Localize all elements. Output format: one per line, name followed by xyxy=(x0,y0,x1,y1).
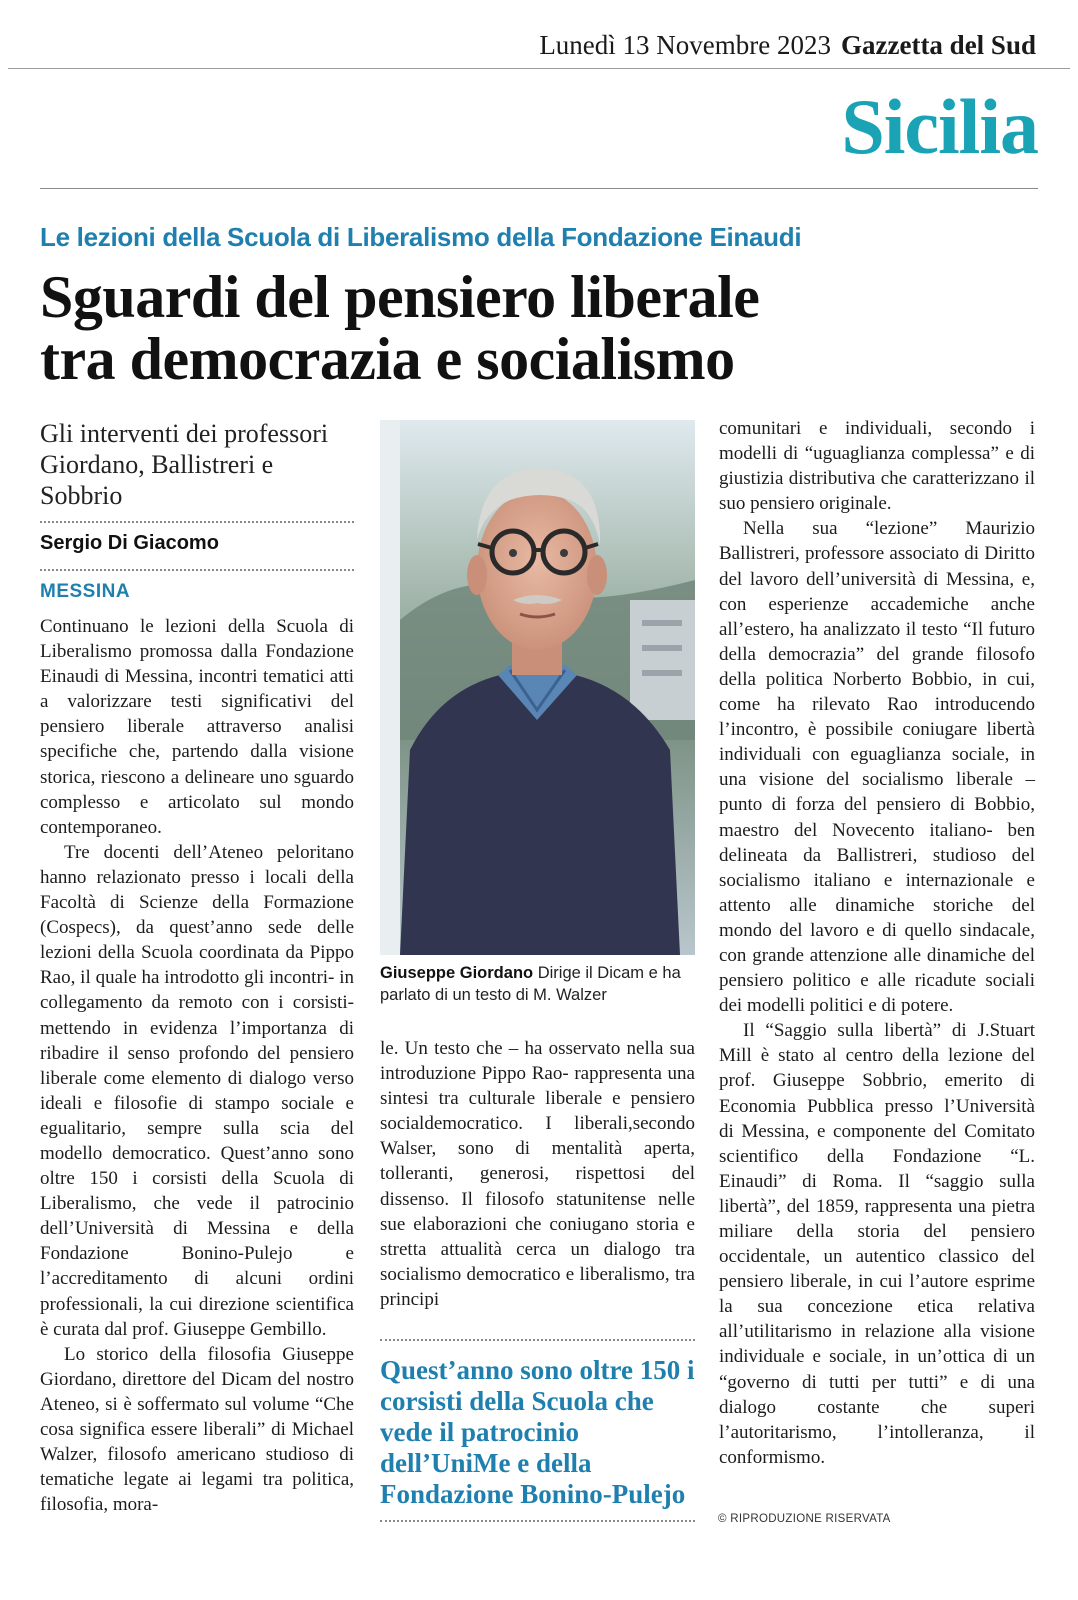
article-column-1 xyxy=(40,614,354,1517)
headline-line-2: tra democrazia e socialismo xyxy=(40,326,735,392)
paragraph: le. Un testo che – ha osservato nella sua introduzione Pippo Rao- rappresenta una sintesi tra culturale liberale e pensiero socialdemocratico. I liberali,secondo Walser, sono di mentalità aperta, tolleranti, generosi, rispettosi del dissenso. Il filosofo statunitense nelle sue elaborazioni che coniugano storia e stretta attualità cerca un dialogo tra socialismo democratico e liberalismo, tra principi xyxy=(380,1038,695,1310)
caption-text: Dirige il Dicam e ha parlato di un testo di M. Walzer xyxy=(380,964,681,1004)
headline xyxy=(40,266,1040,390)
section-title: Sicilia xyxy=(841,83,1038,170)
dotted-divider xyxy=(40,521,354,523)
article-column-2 xyxy=(380,1036,695,1312)
kicker: Le lezioni della Scuola di Liberalismo della Fondazione Einaudi xyxy=(40,222,802,252)
copyright-notice: © RIPRODUZIONE RISERVATA xyxy=(718,1513,891,1525)
article-column-3 xyxy=(719,416,1035,1470)
newspaper-name: Gazzetta del Sud xyxy=(841,30,1036,60)
subheadline: Gli interventi dei professori Giordano, Ballistreri e Sobbrio xyxy=(40,419,329,510)
masthead-rule xyxy=(8,68,1070,69)
photo-caption xyxy=(380,962,700,1006)
portrait-illustration xyxy=(380,420,695,955)
pull-quote: Quest’anno sono oltre 150 i corsisti della Scuola che vede il patrocinio dell’UniMe e della Fondazione Bonino-Pulejo xyxy=(380,1355,695,1509)
masthead xyxy=(539,30,1036,61)
issue-date: Lunedì 13 Novembre 2023 xyxy=(539,30,831,60)
paragraph: Nella sua “lezione” Maurizio Ballistreri, professore associato di Diritto del lavoro dell’università di Messina, e, con esperienze accademiche anche all’estero, ha analizzato il testo “Il futuro della democrazia” del grande filosofo della politica Norberto Bobbio, in cui, come ha rilevato Rao introducendo l’incontro, è possibile coniugare libertà individuali con eguaglianza sociale, in una visione del socialismo liberale – punto di forza del pensiero di Bobbio, maestro del Novecento italiano- ben delineata da Ballistreri, studioso del socialismo italiano e internazionale e attento alle dinamiche storiche del mondo del lavoro e di quello sindacale, con grande attenzione alle dinamiche del pensiero politico e alle ricadute sociali dei modelli politici e di potere. xyxy=(719,518,1035,1017)
dotted-divider xyxy=(380,1339,695,1341)
portrait-photo xyxy=(380,420,695,955)
caption-name: Giuseppe Giordano xyxy=(380,964,534,982)
paragraph: Il “Saggio sulla libertà” di J.Stuart Mill è stato al centro della lezione del prof. Giuseppe Sobbrio, emerito di Economia Pubblica presso l’Università di Messina, e componente del Comitato scientifico della Fondazione “L. Einaudi” di Roma. Il “saggio sulla libertà”, del 1859, rappresenta una pietra miliare della storia del pensiero occidentale, un autentico classico del pensiero liberale, in cui l’autore esprime la sua concezione etica relativa all’utilitarismo in relazione alla visione individuale e sociale, in un’ottica di un “governo di tutti per tutti” e di una dialogo costante che superi l’autoritarismo, l’intolleranza, il conformismo. xyxy=(719,1020,1035,1468)
paragraph: Continuano le lezioni della Scuola di Liberalismo promossa dalla Fondazione Einaudi di Messina, incontri tematici atti a valorizzare testi significativi del pensiero liberale attraverso analisi specifiche che, partendo dalla visione storica, riescono a delineare uno sguardo complesso e articolato sul mondo contemporaneo. xyxy=(40,616,354,838)
dotted-divider xyxy=(380,1520,695,1522)
dotted-divider xyxy=(40,569,354,571)
byline: Sergio Di Giacomo xyxy=(40,532,219,554)
section-rule xyxy=(40,188,1038,189)
paragraph: Lo storico della filosofia Giuseppe Giordano, direttore del Dicam del nostro Ateneo, si è soffermato sul volume “Che cosa significa essere liberali” di Michael Walzer, filosofo americano studioso di tematiche legate ai legami tra politica, filosofia, mora- xyxy=(40,1343,354,1516)
dateline: MESSINA xyxy=(40,581,131,602)
paragraph: Tre docenti dell’Ateneo peloritano hanno relazionato presso i locali della Facoltà di Scienze della Formazione (Cospecs), da quest’anno sede delle lezioni della Scuola coordinata da Pippo Rao, il quale ha introdotto gli incontri- in collegamento da remoto con i corsisti- mettendo in evidenza l’importanza di ribadire il senso profondo del pensiero liberale come elemento di dialogo verso ideali e filosofie di stampo sociale e egualitario, sempre sulla scia del modello democratico. Quest’anno sono oltre 150 i corsisti della Scuola di Liberalismo, che vede il patrocinio dell’Università di Messina e della Fondazione Bonino-Pulejo e l’accreditamento di alcuni ordini professionali, la cui direzione scientifica è curata dal prof. Giuseppe Gembillo. xyxy=(40,841,354,1340)
headline-line-1: Sguardi del pensiero liberale xyxy=(40,264,760,330)
paragraph: comunitari e individuali, secondo i modelli di “uguaglianza complessa” e di giustizia distributiva che caratterizzano il suo pensiero originale. xyxy=(719,418,1035,515)
